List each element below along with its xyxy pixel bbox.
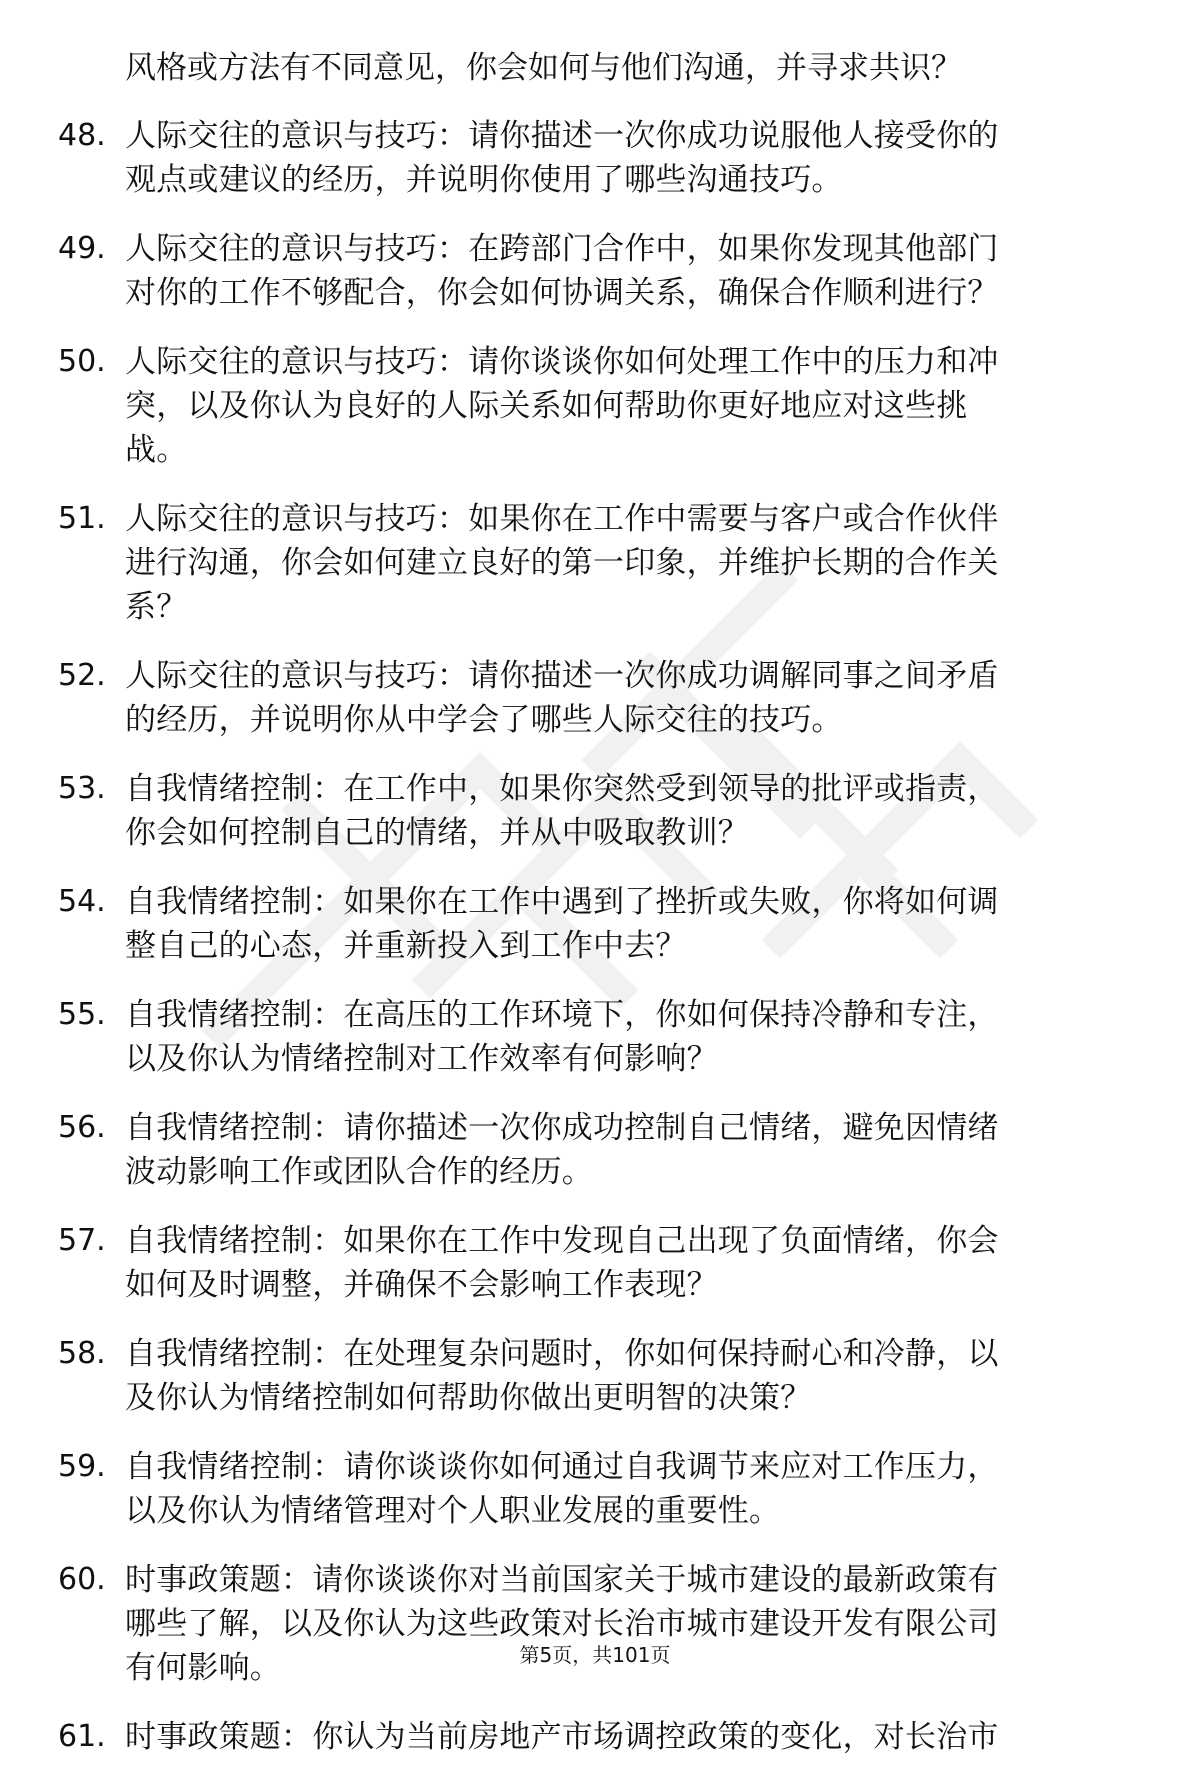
- question-text-line: 你会如何控制自己的情绪，并从中吸取教训？: [125, 815, 749, 851]
- question-text: [125, 880, 1115, 968]
- question-item: [58, 1219, 1138, 1307]
- page-number-footer: 第5页，共101页: [519, 1643, 671, 1667]
- question-number: 57.: [58, 1223, 106, 1258]
- question-text-line: 自我情绪控制：在高压的工作环境下，你如何保持冷静和专注，: [125, 997, 999, 1033]
- question-number: 61.: [58, 1719, 106, 1754]
- question-number: 50.: [58, 344, 106, 379]
- question-text-line: 如何及时调整，并确保不会影响工作表现？: [125, 1267, 718, 1303]
- question-text: [125, 1715, 1115, 1759]
- question-text-line: 人际交往的意识与技巧：请你描述一次你成功调解同事之间矛盾: [125, 658, 999, 694]
- question-text: [125, 993, 1115, 1081]
- question-text-line: 及你认为情绪控制如何帮助你做出更明智的决策？: [125, 1380, 812, 1416]
- question-text-line: 哪些了解，以及你认为这些政策对长治市城市建设开发有限公司: [125, 1606, 999, 1642]
- question-number: 52.: [58, 658, 106, 693]
- question-item: [58, 340, 1138, 472]
- question-text-line: 波动影响工作或团队合作的经历。: [125, 1154, 593, 1190]
- question-text: [125, 767, 1115, 855]
- question-item: [58, 767, 1138, 855]
- question-text-line: 人际交往的意识与技巧：如果你在工作中需要与客户或合作伙伴: [125, 501, 999, 537]
- question-text: [125, 114, 1115, 202]
- question-item: [58, 114, 1138, 202]
- question-text: [125, 340, 1115, 472]
- question-text: [125, 1106, 1115, 1194]
- question-item: [58, 1445, 1138, 1533]
- question-number: 58.: [58, 1336, 106, 1371]
- question-item: [58, 497, 1138, 629]
- question-text-line: 自我情绪控制：在工作中，如果你突然受到领导的批评或指责，: [125, 771, 999, 807]
- question-text-line: 自我情绪控制：请你描述一次你成功控制自己情绪，避免因情绪: [125, 1110, 999, 1146]
- question-item: [58, 1715, 1138, 1759]
- question-item: [58, 1332, 1138, 1420]
- question-number: 51.: [58, 501, 106, 536]
- question-item: [58, 993, 1138, 1081]
- question-text-line: 自我情绪控制：在处理复杂问题时，你如何保持耐心和冷静，以: [125, 1336, 999, 1372]
- question-text-line: 观点或建议的经历，并说明你使用了哪些沟通技巧。: [125, 162, 843, 198]
- question-text-line: 对你的工作不够配合，你会如何协调关系，确保合作顺利进行？: [125, 275, 999, 311]
- question-number: 55.: [58, 997, 106, 1032]
- question-item: [58, 1558, 1138, 1690]
- question-text: [125, 227, 1115, 315]
- question-text-line: 自我情绪控制：请你谈谈你如何通过自我调节来应对工作压力，: [125, 1449, 999, 1485]
- question-number: 54.: [58, 884, 106, 919]
- question-number: 56.: [58, 1110, 106, 1145]
- continued-question-text: 风格或方法有不同意见，你会如何与他们沟通，并寻求共识？: [125, 50, 962, 86]
- question-text-line: 有何影响。: [125, 1650, 281, 1686]
- question-number: 49.: [58, 231, 106, 266]
- question-text: [125, 1332, 1115, 1420]
- question-text-line: 以及你认为情绪控制对工作效率有何影响？: [125, 1041, 718, 1077]
- question-item: [58, 1106, 1138, 1194]
- question-number: 59.: [58, 1449, 106, 1484]
- question-text-line: 时事政策题：请你谈谈你对当前国家关于城市建设的最新政策有: [125, 1562, 999, 1598]
- question-text-line: 系？: [125, 589, 188, 625]
- question-text-line: 的经历，并说明你从中学会了哪些人际交往的技巧。: [125, 702, 843, 738]
- question-item: [58, 227, 1138, 315]
- question-text-line: 人际交往的意识与技巧：在跨部门合作中，如果你发现其他部门: [125, 231, 999, 267]
- question-number: 60.: [58, 1562, 106, 1597]
- question-text-line: 突，以及你认为良好的人际关系如何帮助你更好地应对这些挑: [125, 388, 968, 424]
- question-text-line: 时事政策题：你认为当前房地产市场调控政策的变化，对长治市: [125, 1719, 999, 1755]
- question-text-line: 整自己的心态，并重新投入到工作中去？: [125, 928, 687, 964]
- question-item: [58, 654, 1138, 742]
- question-list: [58, 114, 1138, 1784]
- question-text-line: 自我情绪控制：如果你在工作中发现自己出现了负面情绪，你会: [125, 1223, 999, 1259]
- question-text: [125, 497, 1115, 629]
- question-text: [125, 1445, 1115, 1533]
- question-text-line: 人际交往的意识与技巧：请你描述一次你成功说服他人接受你的: [125, 118, 999, 154]
- question-item: [58, 880, 1138, 968]
- question-text: [125, 654, 1115, 742]
- question-text-line: 战。: [125, 432, 188, 468]
- question-text-line: 以及你认为情绪管理对个人职业发展的重要性。: [125, 1493, 781, 1529]
- question-text-line: 人际交往的意识与技巧：请你谈谈你如何处理工作中的压力和冲: [125, 344, 999, 380]
- question-text: [125, 1558, 1115, 1690]
- question-number: 53.: [58, 771, 106, 806]
- question-text-line: 自我情绪控制：如果你在工作中遇到了挫折或失败，你将如何调: [125, 884, 999, 920]
- question-text: [125, 1219, 1115, 1307]
- question-number: 48.: [58, 118, 106, 153]
- question-text-line: 进行沟通，你会如何建立良好的第一印象，并维护长期的合作关: [125, 545, 999, 581]
